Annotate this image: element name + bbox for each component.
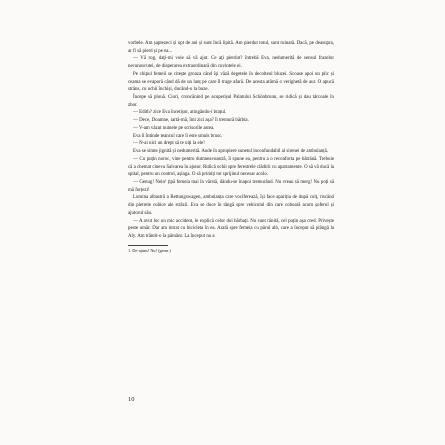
paragraph-4: Începe să plouă. Ciori, croncănind pe acoperișul Palatului Schönbrunn, se ridică și dau târcoale în zbor. bbox=[128, 95, 334, 108]
paragraph-11: — Cu puțin noroc, vine pentru dumneavoastră, îi spune ea, pentru a o reconforta pe bătrână. Trebuie că a chemat cineva Salvarea în ajutor. Ridică ochii spre ferestrele clădirii cu apartamente. O să vă ducă la spital, pentru un control, așlaga. O să primiți tot sprijinul necesar acolo. bbox=[128, 156, 334, 178]
paragraph-9: — N-ai nici un drept să te uiți la ele! bbox=[133, 141, 205, 147]
paragraph-1: vorbele. Am șaptezeci și opt de ani și sunt încă lipită. Am pierdut totul, sunt ruinată. Dacă, pe deasupra, ar fi să pierd și pe ea... bbox=[128, 41, 334, 54]
page-body bbox=[128, 40, 334, 254]
paragraph-10: Eva se simte jignită și nedumerită. Aude în apropiere sunetul inconfundabil al sirenei de ambulanță. bbox=[133, 149, 329, 155]
paragraph-12: — Genug! Nein¹ țipă femeia mai în vârstă, dându-se înapoi tremurând. Nu vreau să merg! Nu poți să mă forțezi! bbox=[128, 179, 334, 193]
paragraph-2: — Vă rog, daţi-mi voie să vă ajut. Ce aţi pierdut? întrebă Eva, nedumerită de sensul frazelor necunoscutei, de disperarea extraordinară din cuvintele ei. bbox=[128, 56, 334, 70]
paragraph-7: — V-am văzut numele pe scrisorile astea. bbox=[133, 125, 215, 131]
paragraph-13: Lumina albastră a Rettungswagen, ambulanța care vociferează, își face apariția de după colț, riscând din pietrele cubice ale străzii. Eva se duce în tângă spre vehiculul din care coboară acum șoferul și ajutorul său. bbox=[128, 195, 334, 216]
paragraph-6: — Dece, Doamne, iartă-mă, îmi zici așa? îi tremură bărbia. bbox=[133, 118, 249, 124]
footnote: 1. De-ajuns! Nu! (germ.) bbox=[128, 247, 171, 253]
paragraph-3: Pe chipul femeii se citește groaza când își văză degetele în decolteul bluzei. Scoase apoi un plic și ceama se evaporă când dă de un lanț pe care îl trage afară. De acesta atârnă o verighetă de aur. O apucă strâns, cu ochii închiși, ducând-o la buze. bbox=[128, 71, 334, 93]
page-number: 10 bbox=[128, 396, 135, 403]
paragraph-5: — Edith? zice Eva încetișor, atingându-i brațul. bbox=[133, 110, 227, 116]
footnote-divider bbox=[128, 245, 168, 246]
paragraph-14: — A avut loc un mic accident, le explică celor doi bărbați. Nu sunt rănită, cel puțin așa cred. Privește peste umăr. Dar am intrat cu bicicleta în ea. Arată spre femeia cu părul alb, care a început să plângă la Aly. Am trântit-o la pământ. La început nu a bbox=[128, 218, 334, 239]
paragraph-8: Eva îi întinde teancul care îi este smuls brusc. bbox=[133, 133, 223, 139]
